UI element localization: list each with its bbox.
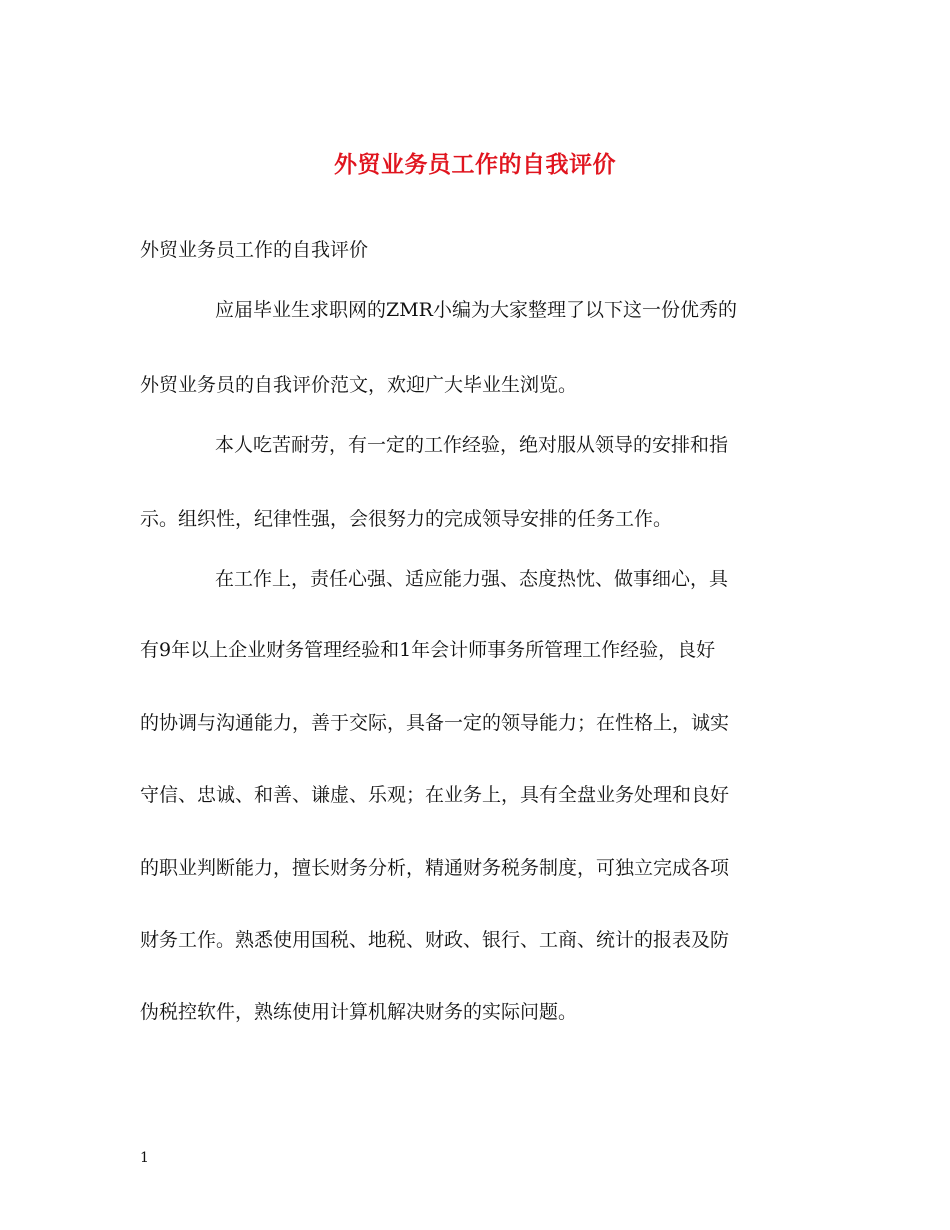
paragraph-3-line-4: 守信、忠诚、和善、谦虚、乐观；在业务上，具有全盘业务处理和良好	[140, 784, 730, 806]
paragraph-3-line-1: 在工作上，责任心强、适应能力强、态度热忱、做事细心，具	[215, 568, 729, 590]
paragraph-3-line-7: 伪税控软件，熟练使用计算机解决财务的实际问题。	[140, 1001, 578, 1023]
document-title: 外贸业务员工作的自我评价	[334, 151, 616, 178]
paragraph-2-line-1: 本人吃苦耐劳，有一定的工作经验，绝对服从领导的安排和指	[215, 434, 729, 456]
paragraph-3-line-5: 的职业判断能力，擅长财务分析，精通财务税务制度，可独立完成各项	[140, 857, 730, 879]
paragraph-1-line-2: 外贸业务员的自我评价范文，欢迎广大毕业生浏览。	[140, 374, 578, 396]
paragraph-3-line-6: 财务工作。熟悉使用国税、地税、财政、银行、工商、统计的报表及防	[140, 929, 730, 951]
paragraph-3-line-3: 的协调与沟通能力，善于交际，具备一定的领导能力；在性格上，诚实	[140, 712, 730, 734]
paragraph-3-line-2: 有9年以上企业财务管理经验和1年会计师事务所管理工作经验，良好	[140, 639, 716, 661]
page-number: 1	[140, 1150, 149, 1166]
paragraph-1-line-1: 应届毕业生求职网的ZMR小编为大家整理了以下这一份优秀的	[215, 299, 737, 321]
document-subtitle: 外贸业务员工作的自我评价	[140, 239, 369, 261]
paragraph-2-line-2: 示。组织性，纪律性强，会很努力的完成领导安排的任务工作。	[140, 508, 673, 530]
